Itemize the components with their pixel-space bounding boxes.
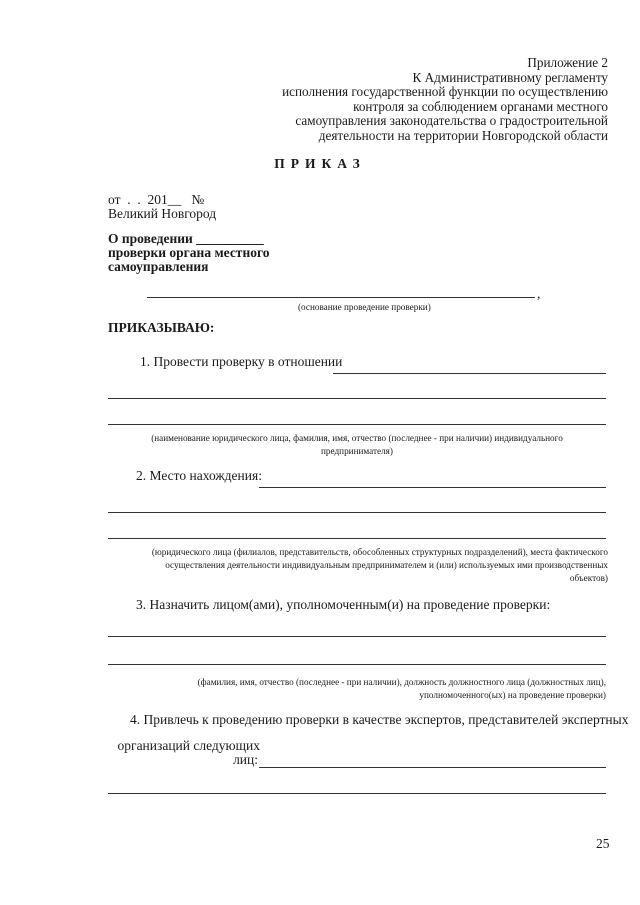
caption-line: уполномоченного(ых) на проведение проверки) bbox=[419, 690, 606, 700]
item-2-input-line[interactable] bbox=[259, 487, 606, 488]
subject-line: проверки органа местного bbox=[108, 245, 270, 260]
item-2-caption bbox=[108, 546, 608, 585]
subject-line: самоуправления bbox=[108, 259, 209, 274]
document-title: ПРИКАЗ bbox=[274, 156, 366, 171]
appendix-line: К Административному регламенту bbox=[412, 69, 608, 85]
subject-line: О проведении __________ bbox=[108, 231, 264, 246]
item-2-input-line[interactable] bbox=[108, 512, 606, 513]
item-4-input-line[interactable] bbox=[259, 767, 606, 768]
basis-input-line[interactable] bbox=[147, 297, 535, 298]
caption-line: предпринимателя) bbox=[321, 446, 393, 456]
item-1-input-line[interactable] bbox=[108, 424, 606, 425]
basis-caption: (основание проведение проверки) bbox=[298, 302, 431, 312]
item-1-input-line[interactable] bbox=[108, 398, 606, 399]
basis-mark: , bbox=[537, 286, 541, 301]
item-3-label: 3. Назначить лицом(ами), уполномоченным(и) на проведение проверки: bbox=[136, 597, 551, 612]
date-line: от . . 201__ № bbox=[108, 192, 205, 207]
page-number: 25 bbox=[596, 836, 610, 851]
item-4-line: организаций следующих bbox=[117, 738, 260, 753]
order-word: ПРИКАЗЫВАЮ: bbox=[108, 320, 215, 335]
city: Великий Новгород bbox=[108, 206, 217, 221]
appendix-line: исполнения государственной функции по осуществлению bbox=[282, 84, 608, 100]
item-3-caption bbox=[108, 676, 606, 702]
caption-line: объектов) bbox=[569, 573, 608, 583]
item-1-input-line[interactable] bbox=[333, 373, 606, 374]
appendix-line: контроля за соблюдением органами местного bbox=[353, 98, 608, 114]
item-4-input-line[interactable] bbox=[108, 793, 606, 794]
item-2-label: 2. Место нахождения: bbox=[136, 468, 262, 483]
item-3-input-line[interactable] bbox=[108, 664, 606, 665]
item-4-line: 4. Привлечь к проведению проверки в качестве экспертов, представителей экспертных bbox=[130, 712, 629, 727]
item-4-line: лиц: bbox=[233, 752, 258, 767]
item-1-caption bbox=[108, 432, 606, 458]
appendix-line: самоуправления законодательства о градостроительной bbox=[295, 113, 608, 129]
caption-line: (юридического лица (филиалов, представительств, обособленных структурных подразделений), места фактического bbox=[151, 547, 608, 557]
item-1-label: 1. Провести проверку в отношении bbox=[140, 354, 343, 369]
appendix-line: Приложение 2 bbox=[527, 55, 608, 70]
item-3-input-line[interactable] bbox=[108, 636, 606, 637]
caption-line: (наименование юридического лица, фамилия, имя, отчество (последнее - при наличии) индивидуального bbox=[151, 433, 563, 443]
appendix-header bbox=[208, 56, 608, 144]
item-2-input-line[interactable] bbox=[108, 538, 606, 539]
caption-line: осуществления деятельности индивидуальным предпринимателем и (или) используемых ими производственных bbox=[165, 560, 608, 570]
appendix-line: деятельности на территории Новгородской области bbox=[318, 127, 608, 143]
caption-line: (фамилия, имя, отчество (последнее - при наличии), должность должностного лица (должностных лиц), bbox=[197, 677, 606, 687]
order-subject bbox=[108, 232, 270, 274]
